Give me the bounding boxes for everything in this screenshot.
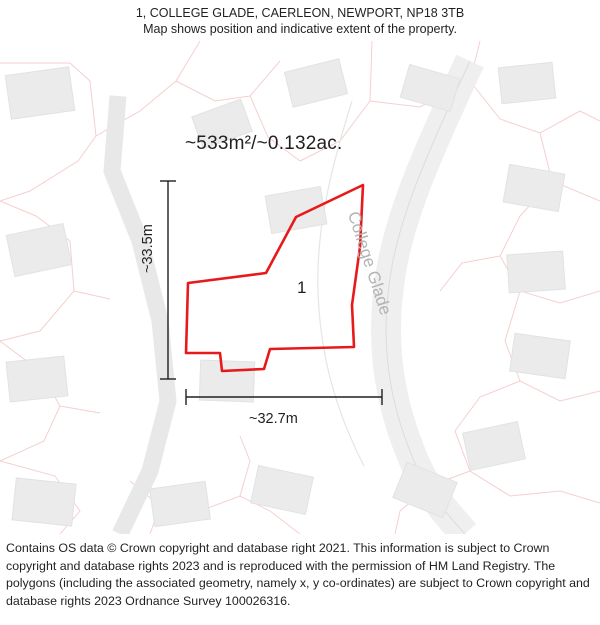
page-header <box>0 0 600 42</box>
dimension-vertical-label: ~33.5m <box>140 224 156 273</box>
page-subtitle: Map shows position and indicative extent of the property. <box>143 22 457 36</box>
dimension-horizontal-label: ~32.7m <box>249 411 298 427</box>
plot-number-label: 1 <box>297 278 307 297</box>
page-title: 1, COLLEGE GLADE, CAERLEON, NEWPORT, NP18 3TB <box>135 6 465 20</box>
map-canvas[interactable] <box>0 41 600 534</box>
street-name-label: College Glade <box>343 209 396 318</box>
area-label: ~533m²/~0.132ac. <box>185 133 343 154</box>
copyright-notice: Contains OS data © Crown copyright and database right 2021. This information is subject to Crown copyright and database rights 2023 and is reproduced with the permission of HM Land Registry. The polygons (including the associated geometry, namely x, y co-ordinates) are subject to Crown copyright and database rights 2023 Ordnance Survey 100026316. <box>6 541 590 608</box>
